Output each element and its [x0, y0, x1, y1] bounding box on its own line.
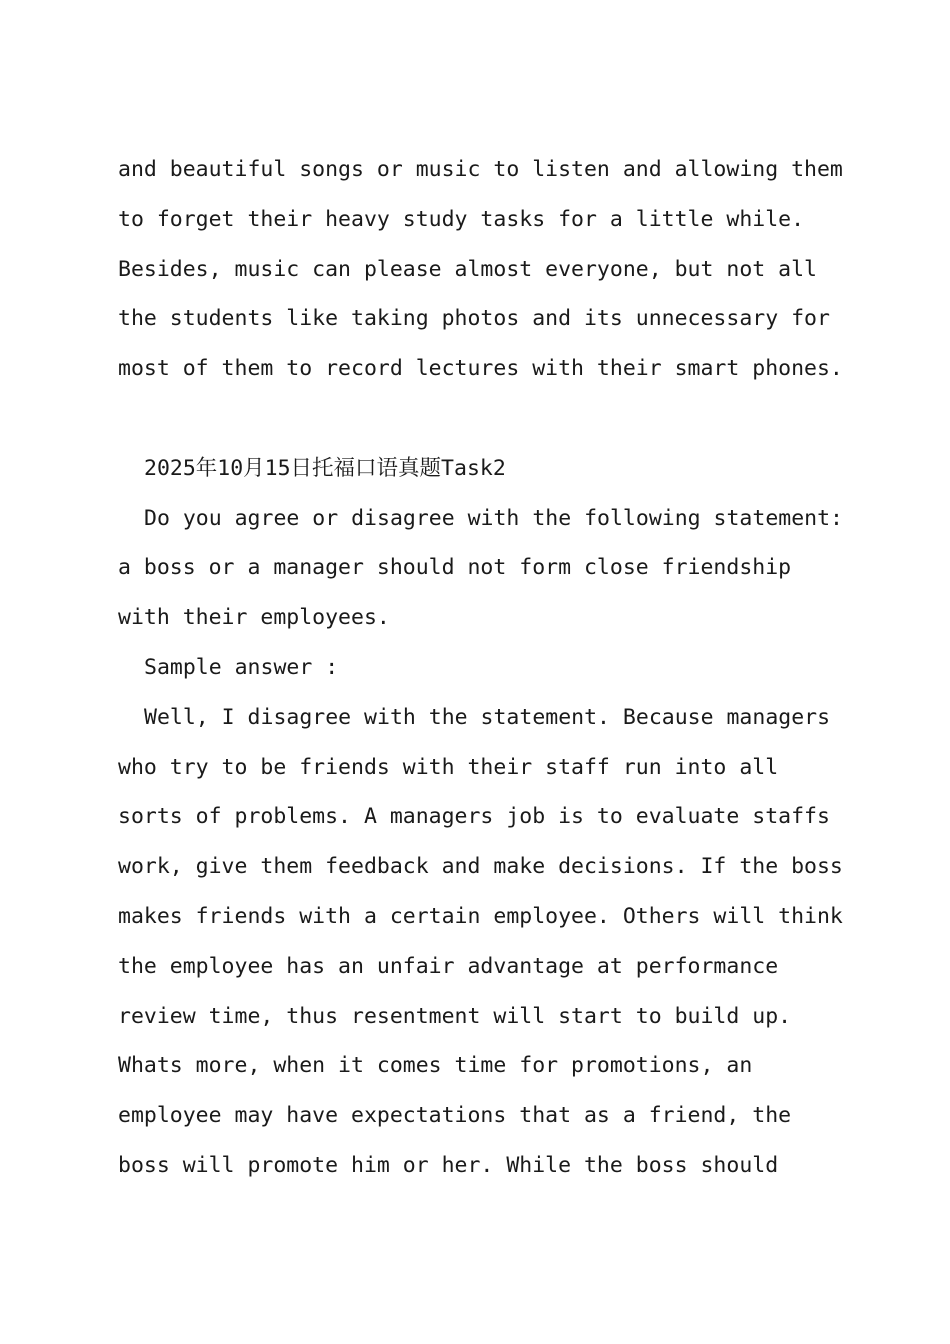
sample-answer-label: Sample answer :: [144, 654, 339, 680]
text-line: Whats more, when it comes time for promotions, an: [118, 1053, 753, 1079]
text-line: review time, thus resentment will start to build up.: [118, 1003, 792, 1029]
text-line: to forget their heavy study tasks for a little while.: [118, 206, 805, 232]
text-line: work, give them feedback and make decisions. If the boss: [118, 854, 843, 880]
text-line: makes friends with a certain employee. Others will think: [118, 903, 843, 929]
text-line: most of them to record lectures with their smart phones.: [118, 356, 843, 382]
text-line: the employee has an unfair advantage at performance: [118, 953, 779, 979]
text-line: Besides, music can please almost everyone, but not all: [118, 256, 817, 282]
text-line: employee may have expectations that as a friend, the: [118, 1103, 792, 1129]
paragraph-continuation: [118, 145, 858, 394]
question-paragraph: [118, 494, 858, 643]
text-line: boss will promote him or her. While the boss should: [118, 1152, 779, 1178]
paragraph-gap: [118, 394, 858, 444]
text-line: with their employees.: [118, 605, 390, 631]
document-body: [118, 145, 858, 1191]
text-line: Well, I disagree with the statement. Because managers: [144, 704, 831, 730]
text-line: sorts of problems. A managers job is to evaluate staffs: [118, 804, 830, 830]
text-line: who try to be friends with their staff run into all: [118, 754, 779, 780]
text-line: and beautiful songs or music to listen and allowing them: [118, 157, 843, 182]
text-line: a boss or a manager should not form close friendship: [118, 555, 792, 581]
section-heading: 2025年10月15日托福口语真题Task2: [144, 455, 506, 481]
text-line: Do you agree or disagree with the following statement:: [144, 505, 843, 531]
answer-paragraph: [118, 693, 858, 1191]
text-line: the students like taking photos and its unnecessary for: [118, 306, 830, 332]
